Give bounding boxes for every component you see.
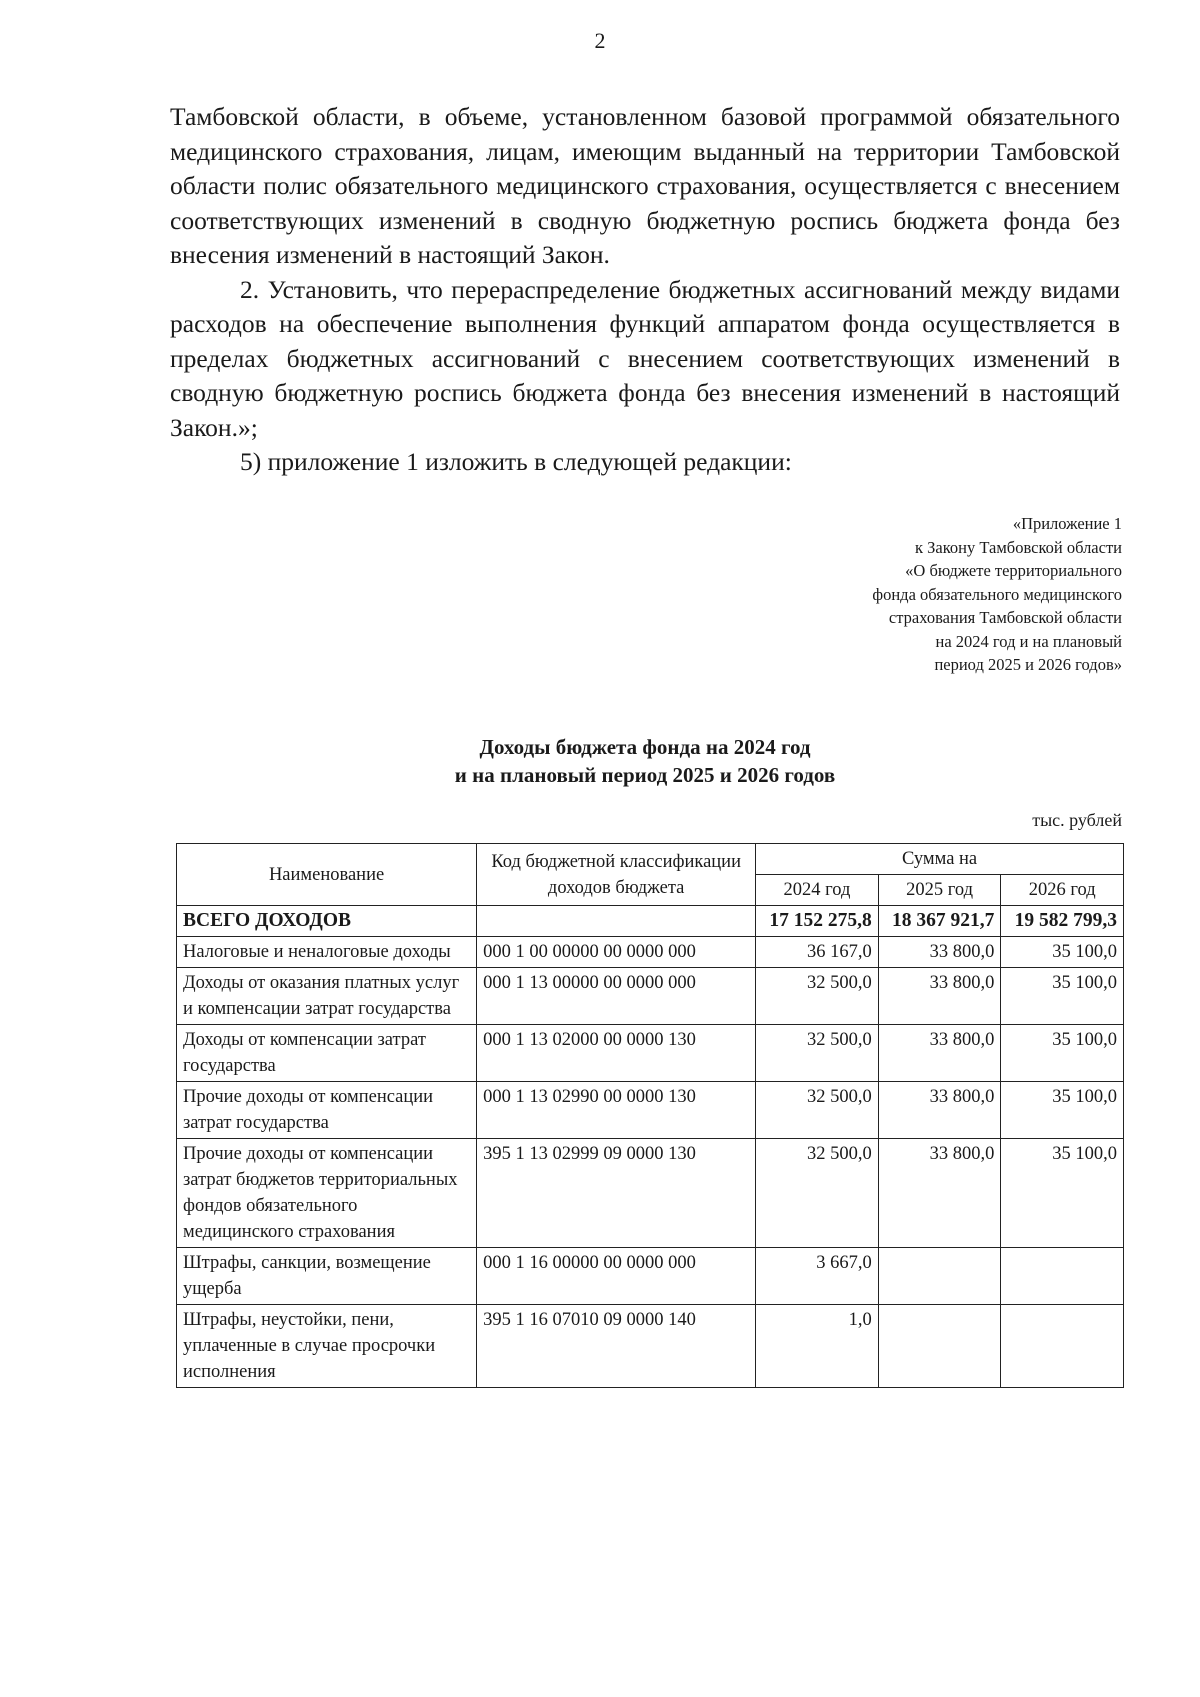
cell-2025: 33 800,0 xyxy=(878,1139,1001,1248)
appendix-header-line: «О бюджете территориального xyxy=(905,561,1122,580)
cell-2026: 35 100,0 xyxy=(1001,1139,1124,1248)
table-row xyxy=(177,1025,1124,1082)
cell-code: 000 1 00 00000 00 0000 000 xyxy=(477,937,756,968)
cell-name: Доходы от оказания платных услуг и компенсации затрат государства xyxy=(177,968,477,1025)
header-code: Код бюджетной классификации доходов бюджета xyxy=(477,844,756,906)
cell-2026: 35 100,0 xyxy=(1001,1082,1124,1139)
cell-2025: 33 800,0 xyxy=(878,937,1001,968)
total-code xyxy=(477,906,756,937)
paragraph-item-2: 2. Установить, что перераспределение бюджетных ассигнований между видами расходов на обеспечение выполнения функций аппаратом фонда осуществляется в пределах бюджетных ассигнований с внесением соответствующих изменений в сводную бюджетную роспись бюджета фонда без внесения изменений в настоящий Закон.»; xyxy=(170,274,1120,442)
total-2024: 17 152 275,8 xyxy=(756,906,879,937)
paragraph-item-5: 5) приложение 1 изложить в следующей редакции: xyxy=(240,447,792,476)
table-title xyxy=(170,733,1120,789)
units-label: тыс. рублей xyxy=(1032,810,1122,830)
cell-2025 xyxy=(878,1305,1001,1388)
total-2026: 19 582 799,3 xyxy=(1001,906,1124,937)
header-year-2024: 2024 год xyxy=(756,875,879,906)
cell-2024: 3 667,0 xyxy=(756,1248,879,1305)
table-row xyxy=(177,937,1124,968)
cell-name: Доходы от компенсации затрат государства xyxy=(177,1025,477,1082)
table-title-line: и на плановый период 2025 и 2026 годов xyxy=(454,763,836,787)
cell-code: 000 1 13 02000 00 0000 130 xyxy=(477,1025,756,1082)
cell-name: Прочие доходы от компенсации затрат бюджетов территориальных фондов обязательного медицинского страхования xyxy=(177,1139,477,1248)
cell-name: Налоговые и неналоговые доходы xyxy=(177,937,477,968)
revenue-table xyxy=(176,843,1124,1388)
table-title-line: Доходы бюджета фонда на 2024 год xyxy=(479,735,811,759)
header-name: Наименование xyxy=(177,844,477,906)
table-header-row xyxy=(177,844,1124,875)
cell-2025: 33 800,0 xyxy=(878,968,1001,1025)
cell-2024: 32 500,0 xyxy=(756,1139,879,1248)
cell-2026 xyxy=(1001,1248,1124,1305)
table-row xyxy=(177,1248,1124,1305)
cell-2024: 32 500,0 xyxy=(756,1025,879,1082)
cell-2024: 1,0 xyxy=(756,1305,879,1388)
cell-name: Прочие доходы от компенсации затрат государства xyxy=(177,1082,477,1139)
cell-2026: 35 100,0 xyxy=(1001,1025,1124,1082)
appendix-header-line: фонда обязательного медицинского xyxy=(872,584,1122,604)
total-name: ВСЕГО ДОХОДОВ xyxy=(177,906,477,937)
page-number: 2 xyxy=(594,28,606,53)
cell-code: 395 1 16 07010 09 0000 140 xyxy=(477,1305,756,1388)
appendix-header-line: на 2024 год и на плановый xyxy=(935,631,1122,651)
cell-code: 000 1 16 00000 00 0000 000 xyxy=(477,1248,756,1305)
cell-2024: 32 500,0 xyxy=(756,968,879,1025)
paragraph-continuation: Тамбовской области, в объеме, установленном базовой программой обязательного медицинского страхования, лицам, имеющим выданный на территории Тамбовской области полис обязательного медицинского страхования, осуществляется с внесением соответствующих изменений в сводную бюджетную роспись бюджета фонда без внесения изменений в настоящий Закон. xyxy=(170,102,1120,269)
table-row xyxy=(177,1139,1124,1248)
cell-code: 395 1 13 02999 09 0000 130 xyxy=(477,1139,756,1248)
total-2025: 18 367 921,7 xyxy=(878,906,1001,937)
cell-2025: 33 800,0 xyxy=(878,1082,1001,1139)
cell-2026: 35 100,0 xyxy=(1001,968,1124,1025)
header-year-2026: 2026 год xyxy=(1001,875,1124,906)
cell-2025 xyxy=(878,1248,1001,1305)
cell-code: 000 1 13 02990 00 0000 130 xyxy=(477,1082,756,1139)
table-row xyxy=(177,1082,1124,1139)
appendix-header xyxy=(872,512,1122,677)
header-year-2025: 2025 год xyxy=(878,875,1001,906)
cell-name: Штрафы, неустойки, пени, уплаченные в случае просрочки исполнения xyxy=(177,1305,477,1388)
table-row xyxy=(177,1305,1124,1388)
cell-name: Штрафы, санкции, возмещение ущерба xyxy=(177,1248,477,1305)
appendix-header-line: период 2025 и 2026 годов» xyxy=(934,655,1122,674)
appendix-header-line: «Приложение 1 xyxy=(1012,514,1122,533)
cell-2024: 32 500,0 xyxy=(756,1082,879,1139)
header-sum: Сумма на xyxy=(756,844,1124,875)
cell-2024: 36 167,0 xyxy=(756,937,879,968)
table-row xyxy=(177,968,1124,1025)
cell-2025: 33 800,0 xyxy=(878,1025,1001,1082)
table-row-total xyxy=(177,906,1124,937)
appendix-header-line: страхования Тамбовской области xyxy=(888,608,1122,627)
appendix-header-line: к Закону Тамбовской области xyxy=(915,537,1122,557)
cell-2026 xyxy=(1001,1305,1124,1388)
body-text xyxy=(170,100,1120,480)
cell-2026: 35 100,0 xyxy=(1001,937,1124,968)
cell-code: 000 1 13 00000 00 0000 000 xyxy=(477,968,756,1025)
